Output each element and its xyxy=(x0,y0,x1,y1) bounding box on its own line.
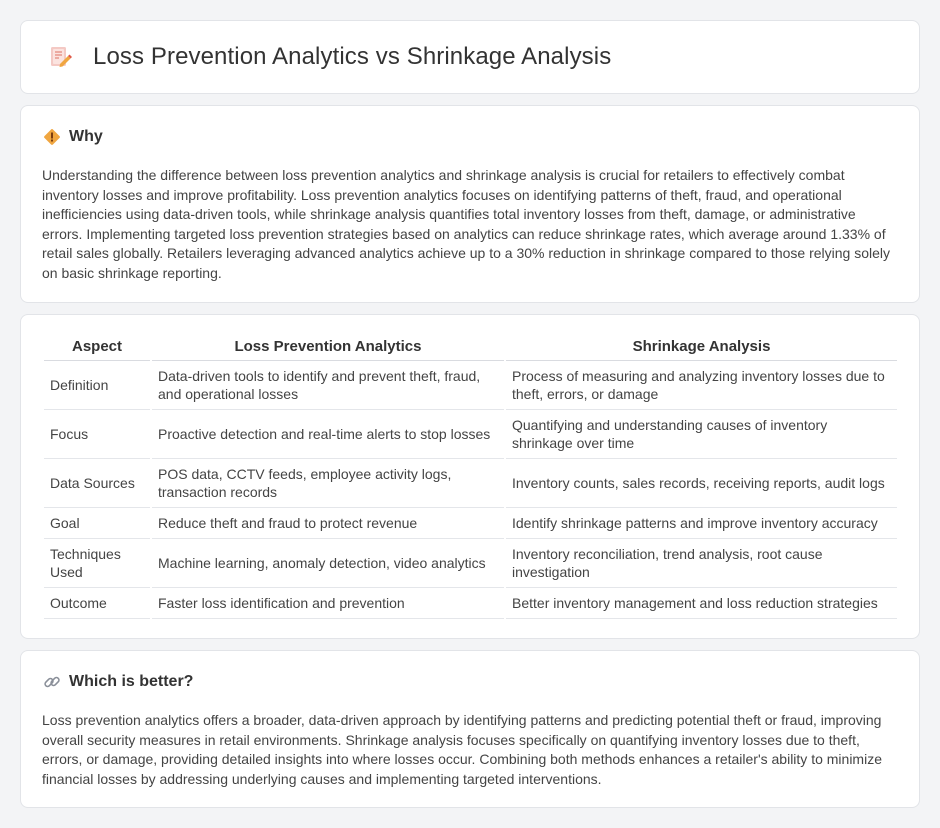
which-better-body: Loss prevention analytics offers a broader, data-driven approach by identifying patterns and predicting potential theft or fraud, improving overall security measures in retail environments. Shrinkage analysis focuses specifically on quantifying inventory losses due to theft, errors, or damage, providing detailed insights into where losses occur. Combining both methods enhances a retailer's ability to minimize financial losses by addressing underlying causes and implementing targeted interventions. xyxy=(42,712,882,787)
row-shrinkage: Better inventory management and loss reduction strategies xyxy=(506,588,897,619)
row-loss-prevention: Reduce theft and fraud to protect revenue xyxy=(152,508,504,539)
row-aspect: Techniques Used xyxy=(44,539,150,588)
table-row xyxy=(44,361,897,410)
why-heading: Why xyxy=(69,128,103,145)
document-pencil-icon xyxy=(47,44,73,70)
table-row xyxy=(44,508,897,539)
header-aspect: Aspect xyxy=(44,337,150,361)
table-row xyxy=(44,588,897,619)
link-icon xyxy=(43,673,61,691)
header-shrinkage: Shrinkage Analysis xyxy=(506,337,897,361)
row-loss-prevention: Data-driven tools to identify and prevent theft, fraud, and operational losses xyxy=(152,361,504,410)
table-row xyxy=(44,459,897,508)
comparison-card xyxy=(20,314,920,639)
row-shrinkage: Inventory reconciliation, trend analysis, root cause investigation xyxy=(506,539,897,588)
diamond-warning-icon xyxy=(43,128,61,146)
row-shrinkage: Identify shrinkage patterns and improve inventory accuracy xyxy=(506,508,897,539)
row-aspect: Definition xyxy=(44,361,150,410)
page-title: Loss Prevention Analytics vs Shrinkage Analysis xyxy=(93,43,612,70)
row-loss-prevention: POS data, CCTV feeds, employee activity logs, transaction records xyxy=(152,459,504,508)
row-loss-prevention: Proactive detection and real-time alerts to stop losses xyxy=(152,410,504,459)
table-row xyxy=(44,539,897,588)
table-header-row xyxy=(44,337,897,361)
header-card xyxy=(20,20,920,94)
row-aspect: Outcome xyxy=(44,588,150,619)
row-aspect: Data Sources xyxy=(44,459,150,508)
which-better-heading: Which is better? xyxy=(69,673,194,690)
row-loss-prevention: Machine learning, anomaly detection, video analytics xyxy=(152,539,504,588)
row-shrinkage: Quantifying and understanding causes of inventory shrinkage over time xyxy=(506,410,897,459)
why-section xyxy=(20,105,920,303)
row-loss-prevention: Faster loss identification and prevention xyxy=(152,588,504,619)
row-shrinkage: Process of measuring and analyzing inventory losses due to theft, errors, or damage xyxy=(506,361,897,410)
comparison-table xyxy=(42,337,899,619)
why-body: Understanding the difference between loss prevention analytics and shrinkage analysis is crucial for retailers to effectively combat inventory losses and improve profitability. Loss prevention analytics focuses on identifying patterns of theft, fraud, and operational inefficiencies using data-driven tools, while shrinkage analysis quantifies total inventory losses from theft, damage, or administrative errors. Implementing targeted loss prevention strategies based on analytics can reduce shrinkage rates, which average around 1.33% of retail sales globally. Retailers leveraging advanced analytics achieve up to a 30% reduction in shrinkage compared to those relying solely on basic shrinkage reporting. xyxy=(42,167,890,281)
row-aspect: Focus xyxy=(44,410,150,459)
row-shrinkage: Inventory counts, sales records, receiving reports, audit logs xyxy=(506,459,897,508)
header-loss-prevention: Loss Prevention Analytics xyxy=(152,337,504,361)
row-aspect: Goal xyxy=(44,508,150,539)
which-better-section xyxy=(20,650,920,808)
table-row xyxy=(44,410,897,459)
